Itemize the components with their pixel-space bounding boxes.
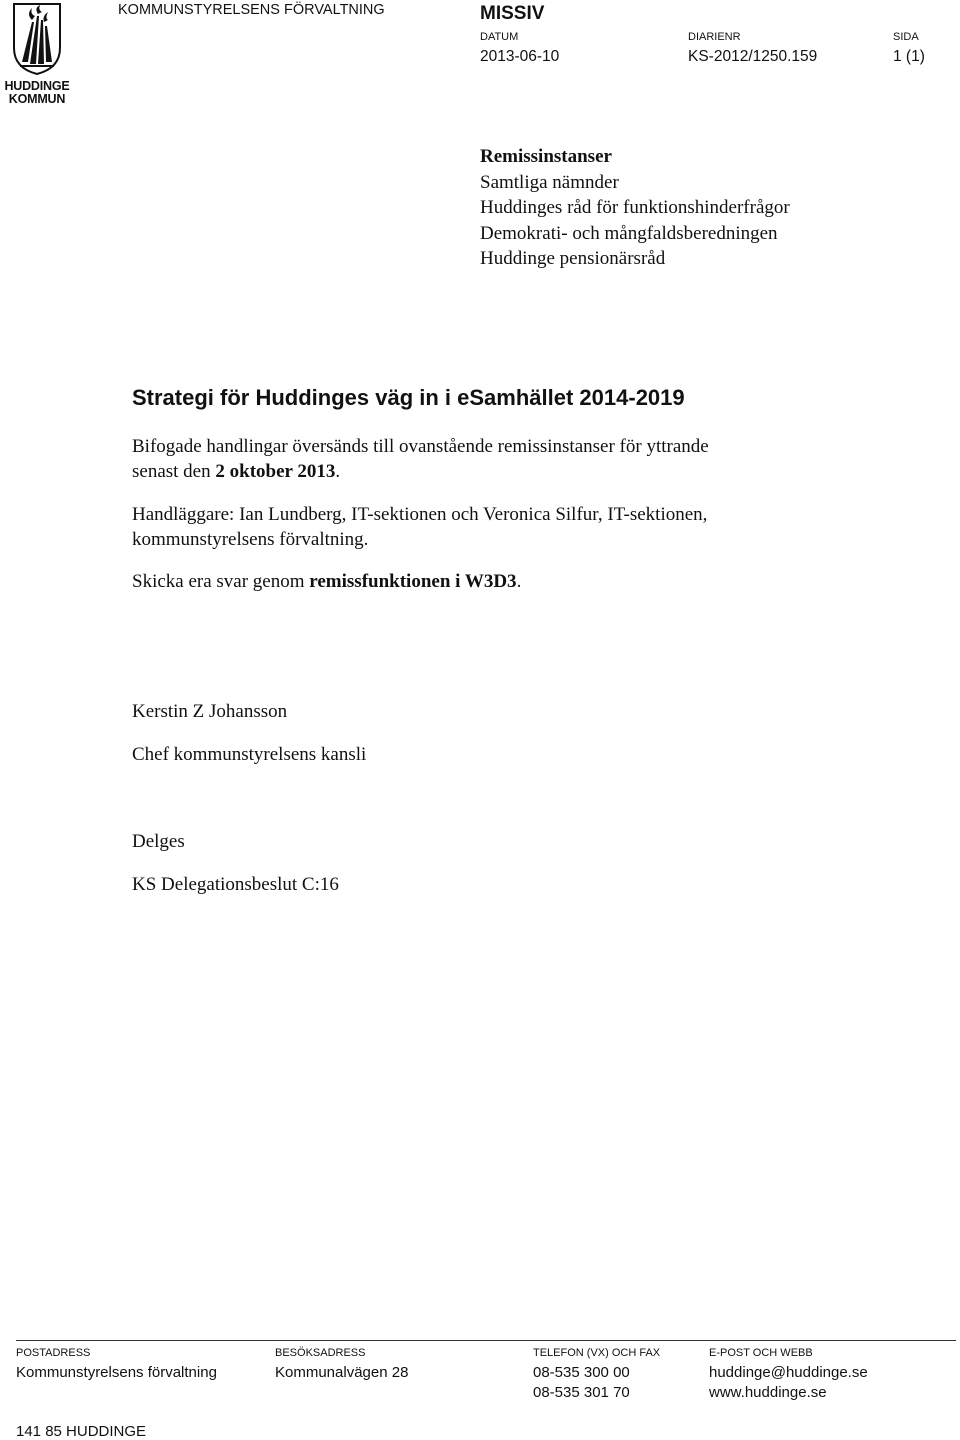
distribution-label: Delges [132, 831, 185, 852]
signature-name: Kerstin Z Johansson [132, 701, 288, 722]
reference-value: KS-2012/1250.159 [688, 48, 818, 65]
paragraph-line: Bifogade handlingar översänds till ovanstående remissinstanser för yttrande [132, 436, 709, 457]
coat-of-arms-icon [4, 2, 70, 76]
postal-label: POSTADRESS [16, 1347, 91, 1359]
text-segment: Skicka era svar genom [132, 571, 310, 592]
phone-label: TELEFON (VX) OCH FAX [533, 1347, 661, 1359]
reference-label: DIARIENR [688, 31, 741, 43]
paragraph-line: kommunstyrelsens förvaltning. [132, 529, 369, 550]
signature-role: Chef kommunstyrelsens kansli [132, 744, 367, 765]
recipient-item: Samtliga nämnder [480, 171, 619, 193]
paragraph-deadline [132, 434, 709, 484]
distribution-value: KS Delegationsbeslut C:16 [132, 874, 339, 895]
email-label: E-POST OCH WEBB [709, 1347, 813, 1359]
phone-value: 08-535 300 00 [533, 1364, 630, 1381]
paragraph-line [132, 459, 709, 484]
fax-value: 08-535 301 70 [533, 1384, 630, 1401]
submission-system: remissfunktionen i W3D3 [309, 571, 517, 592]
date-label: DATUM [480, 31, 519, 43]
page-value: 1 (1) [893, 48, 925, 65]
department-name: KOMMUNSTYRELSENS FÖRVALTNING [118, 2, 385, 18]
email-link[interactable]: huddinge@huddinge.se [709, 1364, 868, 1381]
visit-label: BESÖKSADRESS [275, 1347, 366, 1359]
deadline-date: 2 oktober 2013 [215, 461, 336, 482]
recipients-block [480, 144, 790, 272]
recipient-item: Huddinge pensionärsråd [480, 248, 666, 269]
text-segment: senast den [132, 461, 216, 482]
footer-divider [16, 1340, 956, 1341]
visit-address: Kommunalvägen 28 [275, 1364, 409, 1381]
recipient-item: Huddinges råd för funktionshinderfrågor [480, 197, 790, 218]
paragraph-handlers [132, 502, 707, 552]
text-segment: . [335, 461, 341, 482]
recipient-item: Demokrati- och mångfaldsberedningen [480, 222, 778, 244]
huddinge-logo [4, 2, 68, 104]
postal-line1: Kommunstyrelsens förvaltning [16, 1364, 217, 1381]
logo-line2: KOMMUN [8, 92, 66, 106]
document-type: MISSIV [480, 3, 545, 24]
date-value: 2013-06-10 [480, 48, 560, 65]
page-label: SIDA [893, 31, 919, 43]
paragraph-submit [132, 569, 521, 594]
text-segment: . [516, 571, 522, 592]
paragraph-line: Handläggare: Ian Lundberg, IT-sektionen och Veronica Silfur, IT-sektionen, [132, 504, 708, 525]
logo-line1: HUDDINGE [4, 79, 70, 93]
recipients-title: Remissinstanser [480, 146, 612, 167]
web-link[interactable]: www.huddinge.se [709, 1384, 827, 1401]
postal-line2: 141 85 HUDDINGE [16, 1423, 147, 1440]
document-title: Strategi för Huddinges väg in i eSamhället 2014-2019 [132, 385, 685, 410]
